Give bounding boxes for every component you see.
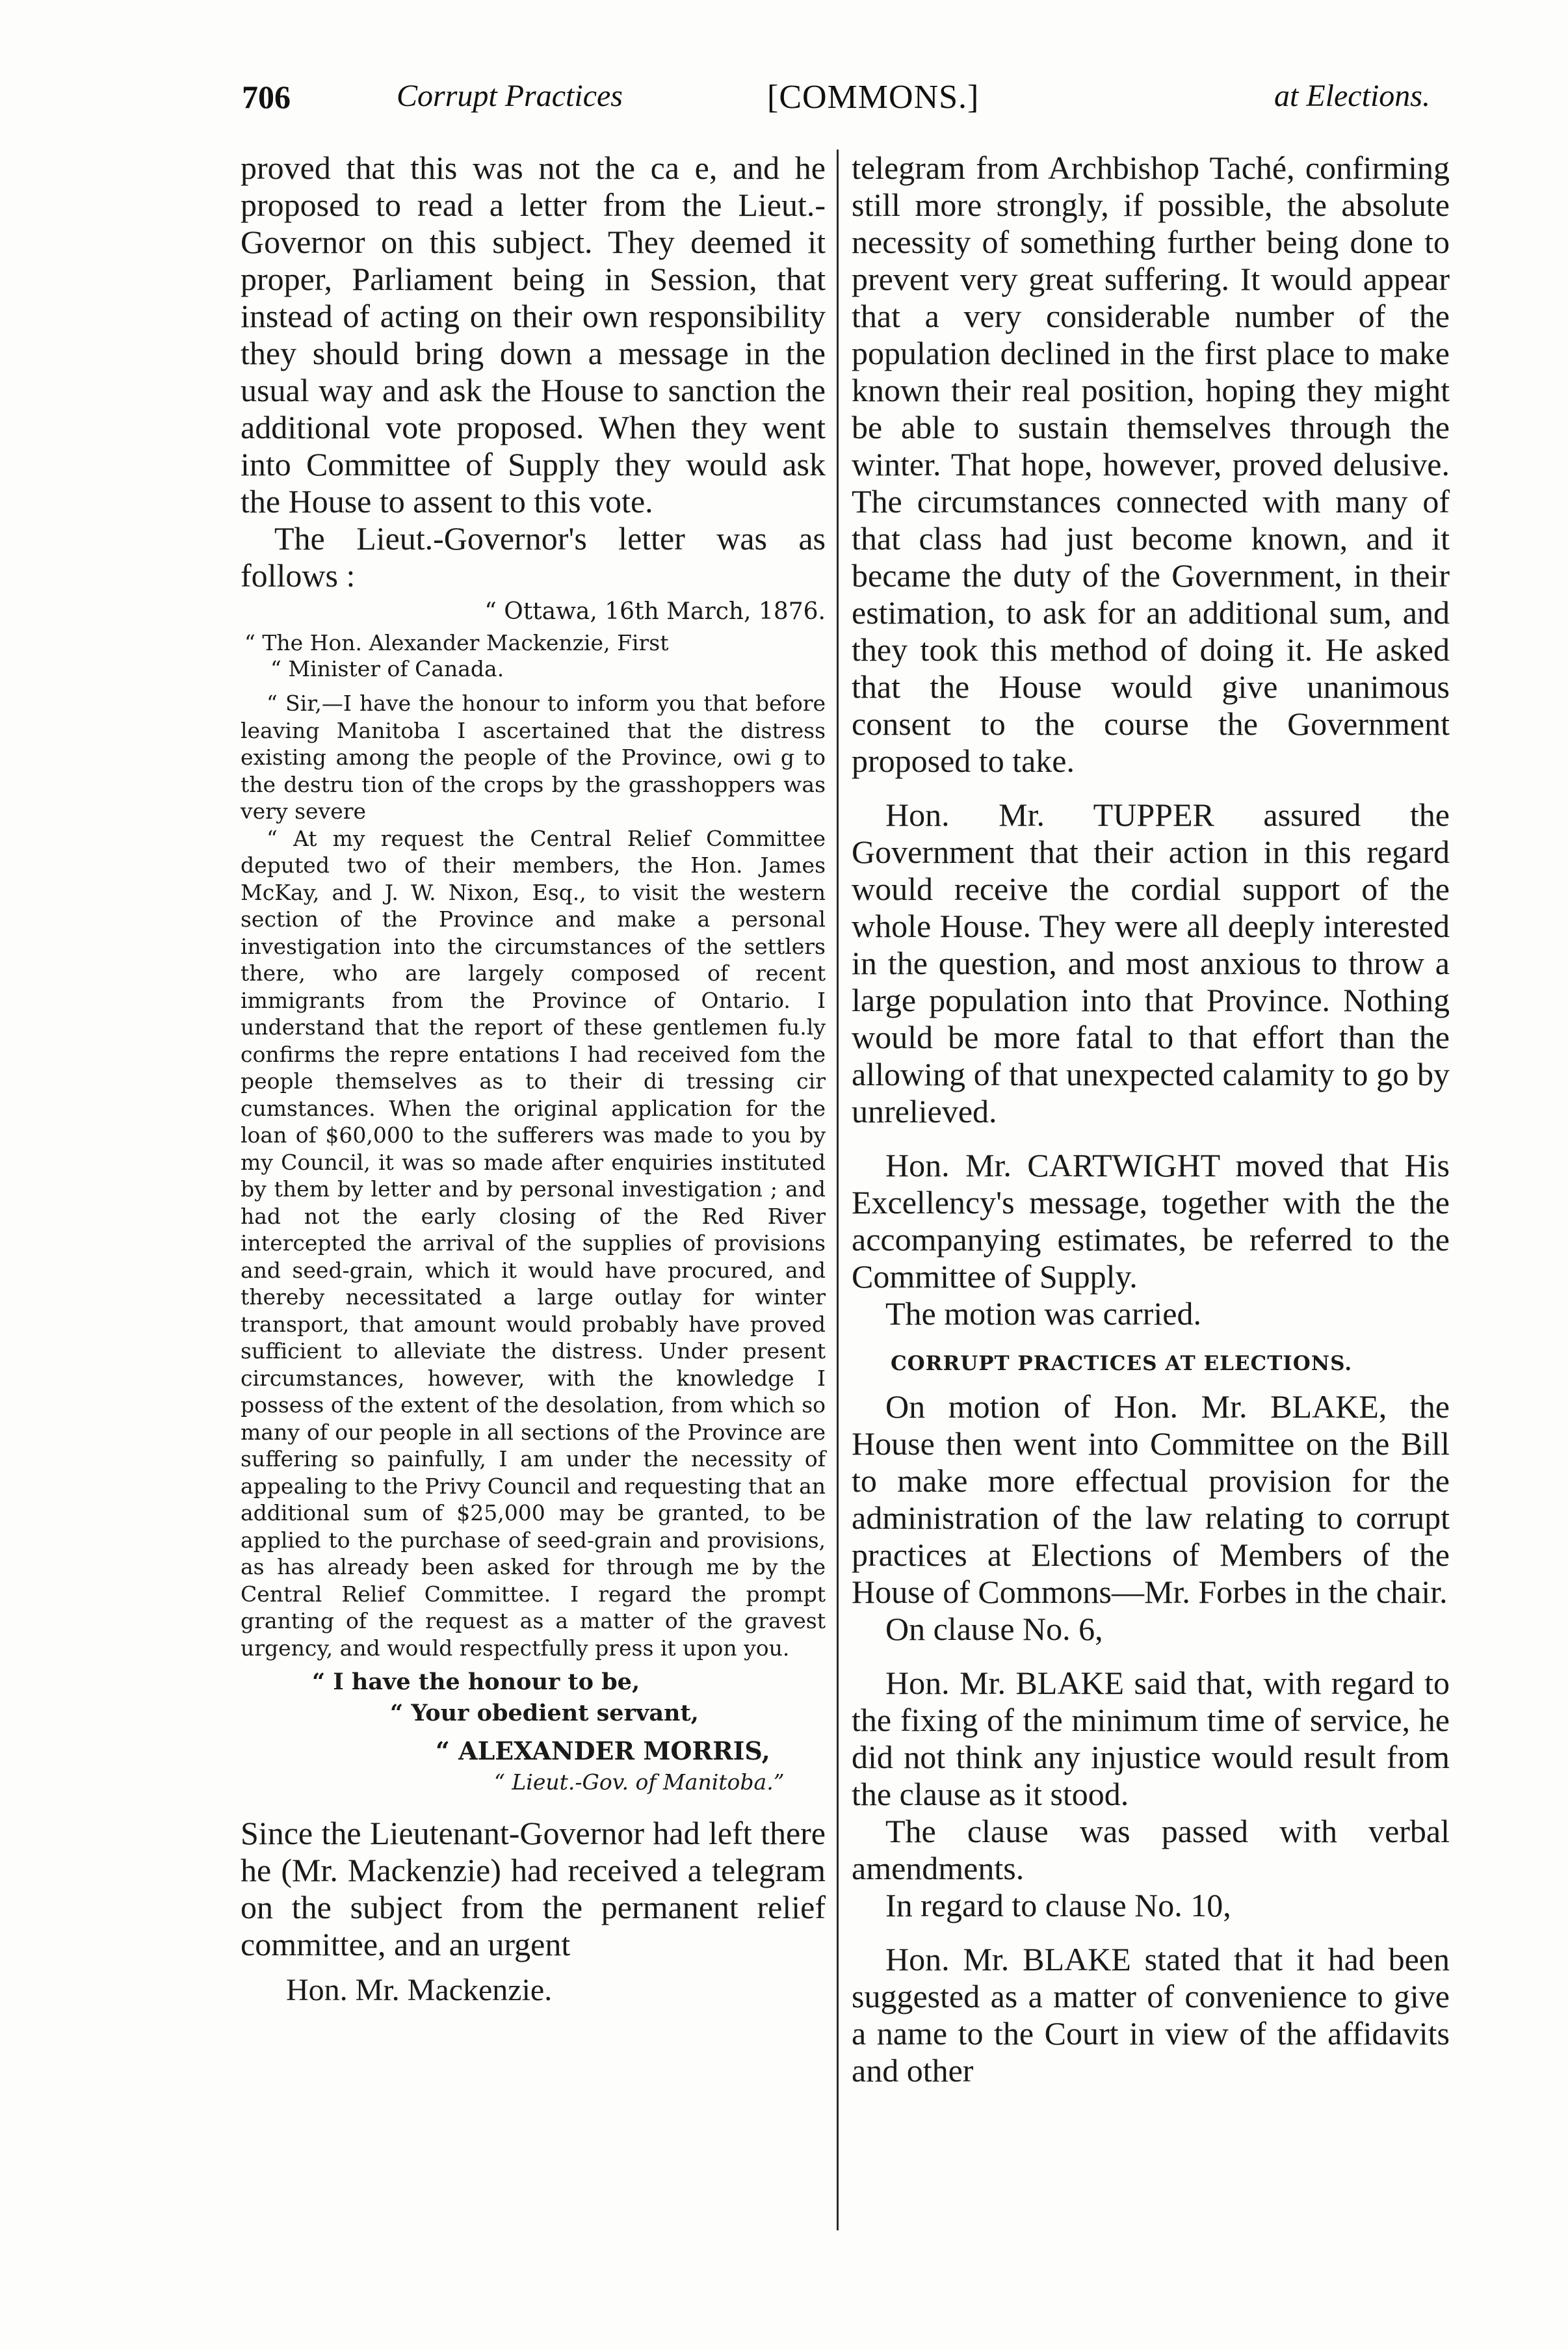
paragraph: Since the Lieutenant-Governor had left there he (Mr. Mackenzie) had received a telegram on the subject from the permanent relief committee, and an urgent <box>241 1815 826 1962</box>
speaker-catchword: Hon. Mr. Mackenzie. <box>286 1973 553 2007</box>
running-header <box>234 78 1456 137</box>
addressee-line: “ The Hon. Alexander Mackenzie, First <box>244 630 669 655</box>
header-left-title: Corrupt Practices <box>397 79 623 113</box>
paragraph: The Lieut.-Governor's letter was as follows : <box>241 520 826 594</box>
header-right-title: at Elections. <box>1274 79 1430 113</box>
paragraph: Hon. Mr. BLAKE stated that it had been suggested as a matter of convenience to give a name to the Court in view of the affidavits and other <box>852 1941 1450 2089</box>
paragraph: telegram from Archbishop Taché, confirming still more strongly, if possible, the absolute necessity of something further being done to prevent very great suffering. It would appear that a very considerable number of the population declined in the first place to make known their real position, hoping they might be able to sustain themselves through the winter. That hope, however, proved delusive. The circumstances connected with many of that class had just become known, and it became the duty of the Government, in their estimation, to ask for an additional sum, and they took this method of doing it. He asked that the House would give unanimous consent to the course the Government proposed to take. <box>852 150 1450 779</box>
paragraph: In regard to clause No. 10, <box>885 1887 1231 1923</box>
letter-paragraph: “ At my request the Central Relief Committee deputed two of their members, the Hon. James McKay, and J. W. Nixon, Esq., to visit the western section of the Province and make a personal investigation into the circumstances of the settlers there, who are largely composed of recent immigrants from the Province of Ontario. I understand that the report of these gentlemen fu.ly confirms the repre entations I had received fom the people themselves as to their di tressing cir cumstances. When the original application for the loan of $60,000 to the sufferers was made to you by my Council, it was so made after enquiries instituted by them by letter and by personal investigation ; and had not the early closing of the Red River intercepted the arrival of the supplies of provisions and seed-grain, which it would have procured, and thereby necessitated a large outlay for winter transport, that amount would probably have proved sufficient to alleviate the distress. Under present circumstances, however, with the knowledge I possess of the extent of the desolation, from which so many of our people in all sections of the Province are suffering so painfully, I am under the necessity of appealing to the Privy Council and requesting that an additional sum of $25,000 may be granted, to be applied to the purchase of seed-grain and provisions, as has already been asked for through me by the Central Relief Committee. I regard the prompt granting of the request as a matter of the gravest urgency, and would respectfully press it upon you. <box>241 825 826 1661</box>
closing-line: “ Your obedient servant, <box>390 1700 699 1726</box>
paragraph: The clause was passed with verbal amendments. <box>852 1813 1450 1886</box>
signature-title: “ Lieut.-Gov. of Manitoba.” <box>494 1769 785 1795</box>
closing-line: “ I have the honour to be, <box>312 1669 640 1695</box>
paragraph: Hon. Mr. BLAKE said that, with regard to the fixing of the minimum time of service, he did not think any injustice would result from the clause as it stood. <box>852 1665 1450 1812</box>
right-column <box>852 150 1450 2089</box>
paragraph: On clause No. 6, <box>885 1611 1103 1647</box>
signature: “ ALEXANDER MORRIS, <box>436 1736 770 1765</box>
paragraph: proved that this was not the ca e, and he proposed to read a letter from the Lieut.-Governor on this subject. They deemed it proper, Parliament being in Session, that instead of acting on their own responsibility they should bring down a message in the usual way and ask the House to sanction the additional vote proposed. When they went into Committee of Supply they would ask the House to assent to this vote. <box>241 150 826 520</box>
left-column <box>241 150 826 2008</box>
letter-addressee <box>241 630 826 682</box>
letter-dateline: “ Ottawa, 16th March, 1876. <box>484 598 826 625</box>
letter-paragraph: “ Sir,—I have the honour to inform you that before leaving Manitoba I ascertained that the distress existing among the people of the Province, owi g to the destru tion of the crops by the grasshoppers was very severe <box>241 691 826 824</box>
page-number: 706 <box>242 79 291 115</box>
header-center: [COMMONS.] <box>767 79 980 116</box>
paragraph: On motion of Hon. Mr. BLAKE, the House then went into Committee on the Bill to make more effectual provision for the administration of the law relating to corrupt practices at Elections of Members of the House of Commons—Mr. Forbes in the chair. <box>852 1388 1450 1610</box>
column-divider <box>837 150 839 2230</box>
addressee-line: “ Minister of Canada. <box>270 656 504 681</box>
section-heading: CORRUPT PRACTICES AT ELECTIONS. <box>891 1352 1353 1375</box>
letter-closing <box>241 1667 826 1798</box>
paragraph: The motion was carried. <box>885 1295 1201 1332</box>
paragraph: Hon. Mr. CARTWIGHT moved that His Excellency's message, together with the the accompanying estimates, be referred to the Committee of Supply. <box>852 1147 1450 1295</box>
paragraph: Hon. Mr. TUPPER assured the Government that their action in this regard would receive the cordial support of the whole House. They were all deeply interested in the question, and most anxious to throw a large population into that Province. Nothing would be more fatal to that effort than the allowing of that unexpected calamity to go by unrelieved. <box>852 797 1450 1129</box>
